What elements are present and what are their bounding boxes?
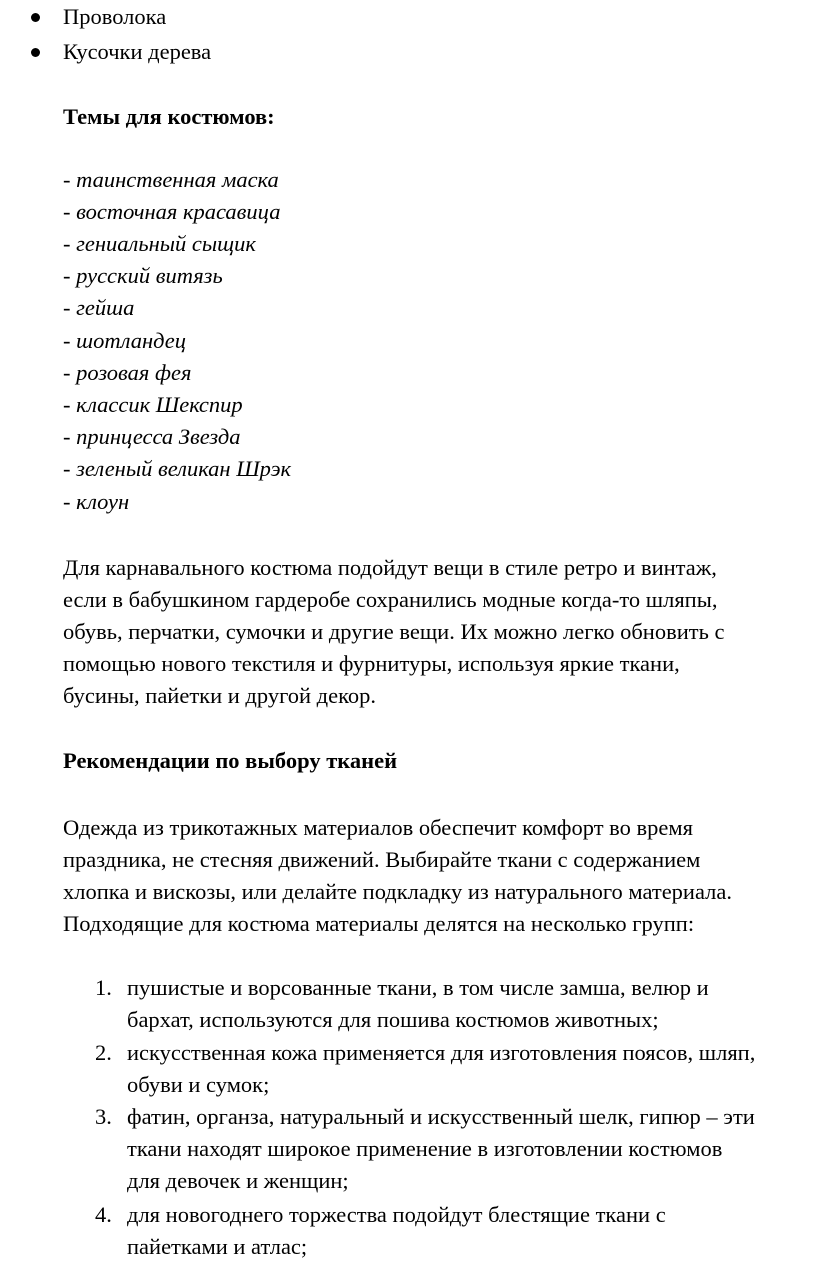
- theme-name: гениальный сыщик: [76, 231, 256, 256]
- theme-dash: -: [63, 295, 71, 320]
- theme-name: гейша: [76, 295, 135, 320]
- theme-dash: -: [63, 489, 71, 514]
- theme-item: [63, 486, 129, 518]
- theme-item: [63, 228, 256, 260]
- list-item-line: для новогоднего торжества подойдут блестящие ткани с: [127, 1202, 666, 1227]
- theme-name: шотландец: [76, 328, 186, 353]
- theme-name: розовая фея: [76, 360, 192, 385]
- paragraph-line: бусины, пайетки и другой декор.: [63, 683, 377, 708]
- list-item-line: искусственная кожа применяется для изготовления поясов, шляп,: [127, 1040, 756, 1065]
- paragraph-line: если в бабушкином гардеробе сохранились модные когда-то шляпы,: [63, 587, 718, 612]
- theme-name: таинственная маска: [76, 167, 279, 192]
- theme-item: [63, 260, 223, 292]
- list-item-text: [127, 972, 815, 1036]
- theme-dash: -: [63, 392, 71, 417]
- list-item-line: обуви и сумок;: [127, 1072, 270, 1097]
- theme-name: восточная красавица: [76, 199, 281, 224]
- theme-item: [63, 357, 191, 389]
- theme-name: клоун: [76, 489, 130, 514]
- theme-dash: -: [63, 167, 71, 192]
- theme-item: [63, 453, 291, 485]
- theme-item: [63, 325, 186, 357]
- theme-name: зеленый великан Шрэк: [76, 456, 292, 481]
- theme-dash: -: [63, 360, 71, 385]
- list-number: 1.: [95, 975, 112, 1000]
- theme-name: классик Шекспир: [76, 392, 243, 417]
- bullet-icon: [31, 48, 40, 57]
- paragraph-line: хлопка и вискозы, или делайте подкладку из натурального материала.: [63, 879, 732, 904]
- fabrics-heading: Рекомендации по выбору тканей: [63, 748, 398, 773]
- paragraph-line: Подходящие для костюма материалы делятся на несколько групп:: [63, 911, 695, 936]
- list-item-text: [127, 1037, 815, 1101]
- theme-dash: -: [63, 231, 71, 256]
- list-item-text: [127, 1101, 815, 1197]
- paragraph-line: обувь, перчатки, сумочки и другие вещи. Их можно легко обновить с: [63, 619, 725, 644]
- list-item-line: фатин, органза, натуральный и искусственный шелк, гипюр – эти: [127, 1104, 755, 1129]
- list-item-line: пайетками и атлас;: [127, 1234, 308, 1259]
- theme-dash: -: [63, 199, 71, 224]
- theme-name: принцесса Звезда: [76, 424, 241, 449]
- theme-item: [63, 164, 279, 196]
- retro-paragraph: [63, 552, 803, 712]
- list-item-line: для девочек и женщин;: [127, 1168, 349, 1193]
- fabrics-intro-paragraph: [63, 812, 803, 940]
- bullet-icon: [31, 13, 40, 22]
- theme-item: [63, 421, 241, 453]
- theme-dash: -: [63, 263, 71, 288]
- paragraph-line: праздника, не стесняя движений. Выбирайте ткани с содержанием: [63, 847, 701, 872]
- bullet-text: Проволока: [63, 4, 167, 29]
- theme-dash: -: [63, 424, 71, 449]
- theme-dash: -: [63, 328, 71, 353]
- themes-heading: Темы для костюмов:: [63, 104, 275, 129]
- list-item-line: пушистые и ворсованные ткани, в том числе замша, велюр и: [127, 975, 709, 1000]
- list-item-line: ткани находят широкое применение в изготовлении костюмов: [127, 1136, 723, 1161]
- theme-dash: -: [63, 456, 71, 481]
- theme-item: [63, 196, 280, 228]
- list-item-text: [127, 1199, 815, 1263]
- theme-item: [63, 389, 243, 421]
- paragraph-line: Для карнавального костюма подойдут вещи в стиле ретро и винтаж,: [63, 555, 717, 580]
- list-number: 2.: [95, 1040, 112, 1065]
- list-item-line: бархат, используются для пошива костюмов животных;: [127, 1007, 659, 1032]
- paragraph-line: Одежда из трикотажных материалов обеспечит комфорт во время: [63, 815, 693, 840]
- theme-item: [63, 292, 134, 324]
- theme-name: русский витязь: [76, 263, 223, 288]
- bullet-text: Кусочки дерева: [63, 39, 212, 64]
- list-number: 4.: [95, 1202, 112, 1227]
- paragraph-line: помощью нового текстиля и фурнитуры, используя яркие ткани,: [63, 651, 680, 676]
- list-number: 3.: [95, 1104, 112, 1129]
